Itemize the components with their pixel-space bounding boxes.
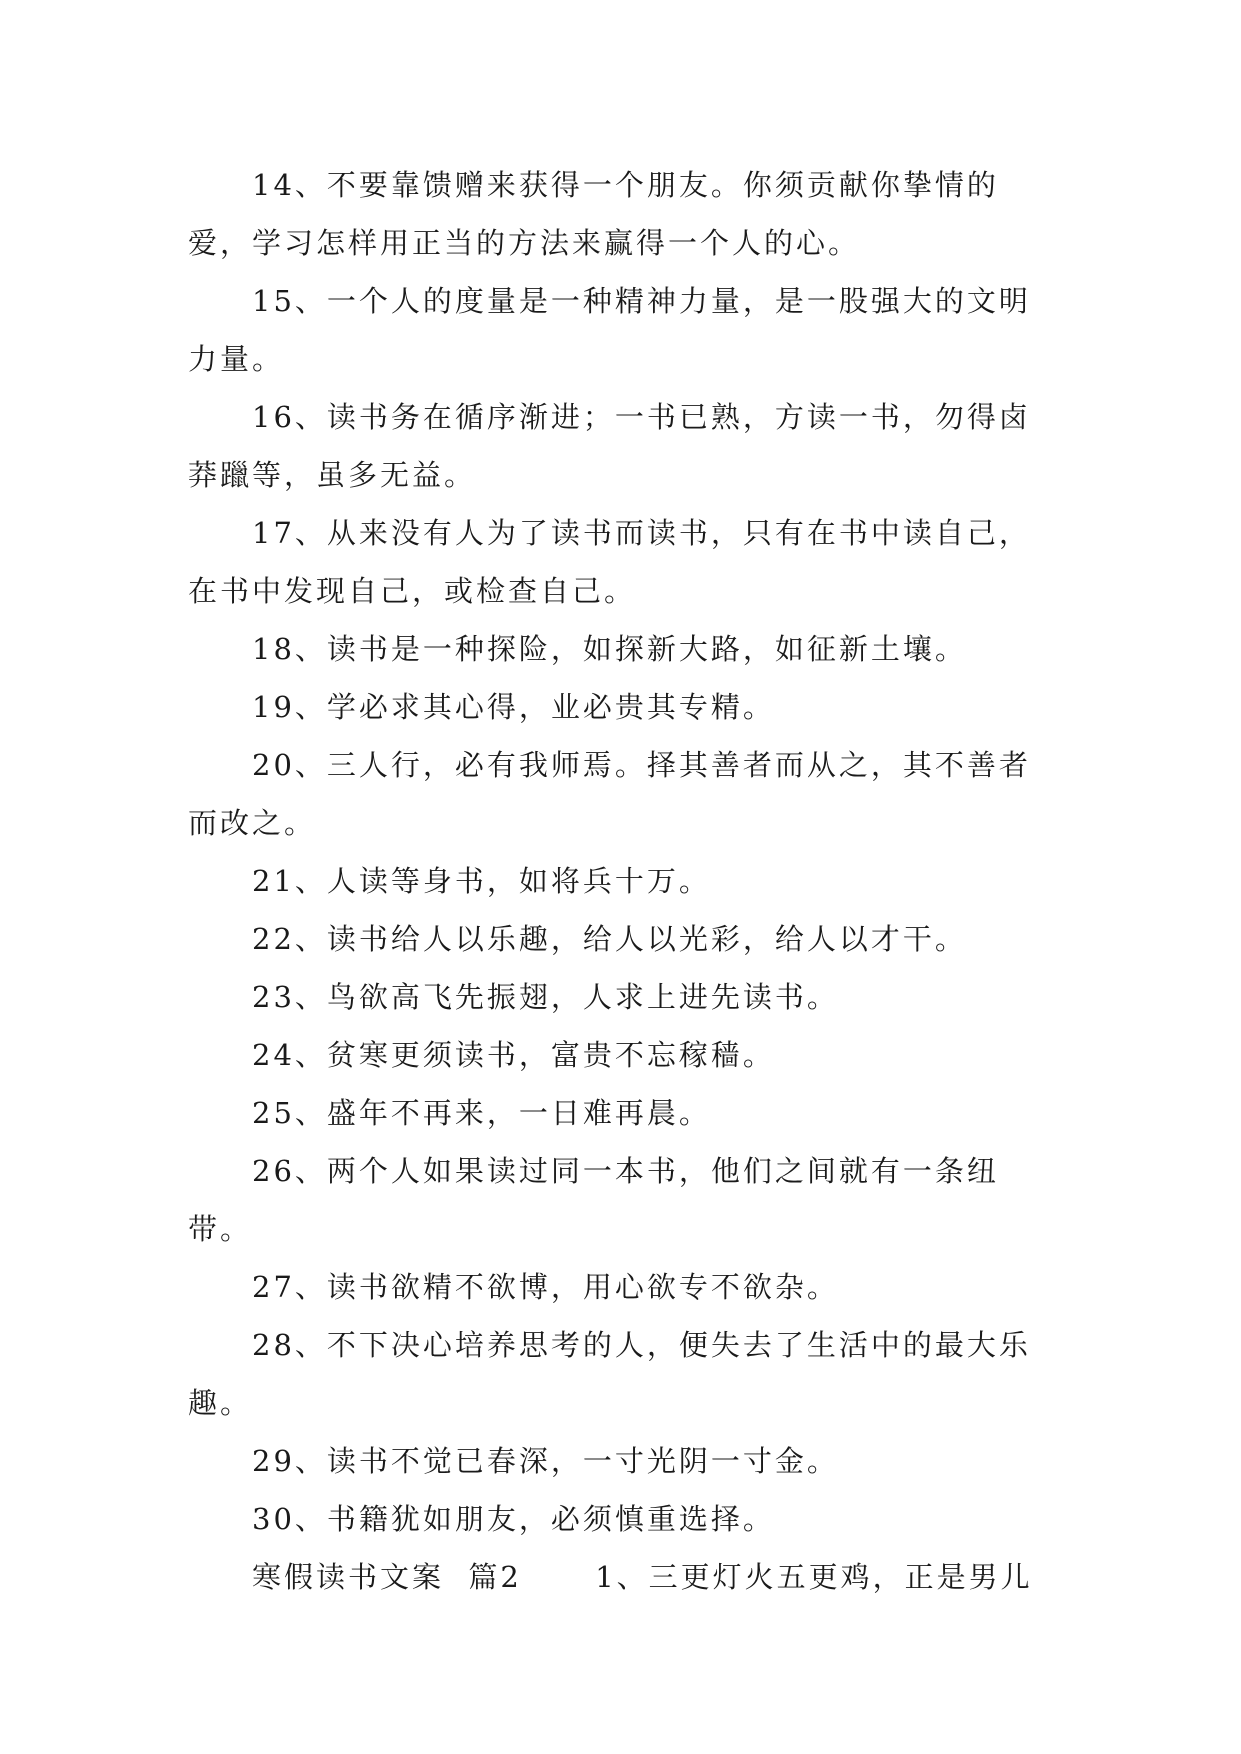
paragraph: 27、读书欲精不欲博，用心欲专不欲杂。 <box>252 1270 839 1304</box>
paragraph: 20、三人行，必有我师焉。择其善者而从之，其不善者而改之。 <box>188 748 1031 840</box>
document-body <box>188 156 1048 1606</box>
paragraph: 26、两个人如果读过同一本书，他们之间就有一条纽带。 <box>188 1154 999 1246</box>
paragraph: 18、读书是一种探险，如探新大路，如征新土壤。 <box>252 632 967 666</box>
paragraph: 24、贫寒更须读书，富贵不忘稼穑。 <box>252 1038 775 1072</box>
paragraph: 22、读书给人以乐趣，给人以光彩，给人以才干。 <box>252 922 967 956</box>
paragraph: 17、从来没有人为了读书而读书，只有在书中读自己，在书中发现自己，或检查自己。 <box>188 516 1031 608</box>
paragraph: 23、鸟欲高飞先振翅，人求上进先读书。 <box>252 980 839 1014</box>
paragraph: 29、读书不觉已春深，一寸光阴一寸金。 <box>252 1444 839 1478</box>
paragraph: 19、学必求其心得，业必贵其专精。 <box>252 690 775 724</box>
paragraph: 15、一个人的度量是一种精神力量，是一股强大的文明力量。 <box>188 284 1031 376</box>
section-heading-line: 寒假读书文案 篇2 1、三更灯火五更鸡，正是男儿 <box>252 1560 1033 1594</box>
paragraph: 28、不下决心培养思考的人，便失去了生活中的最大乐趣。 <box>188 1328 1031 1420</box>
paragraph: 21、人读等身书，如将兵十万。 <box>252 864 711 898</box>
paragraph: 30、书籍犹如朋友，必须慎重选择。 <box>252 1502 775 1536</box>
paragraph: 25、盛年不再来，一日难再晨。 <box>252 1096 711 1130</box>
paragraph: 16、读书务在循序渐进；一书已熟，方读一书，勿得卤莽躐等，虽多无益。 <box>188 400 1031 492</box>
paragraph: 14、不要靠馈赠来获得一个朋友。你须贡献你挚情的爱，学习怎样用正当的方法来赢得一个人的心。 <box>188 168 999 260</box>
